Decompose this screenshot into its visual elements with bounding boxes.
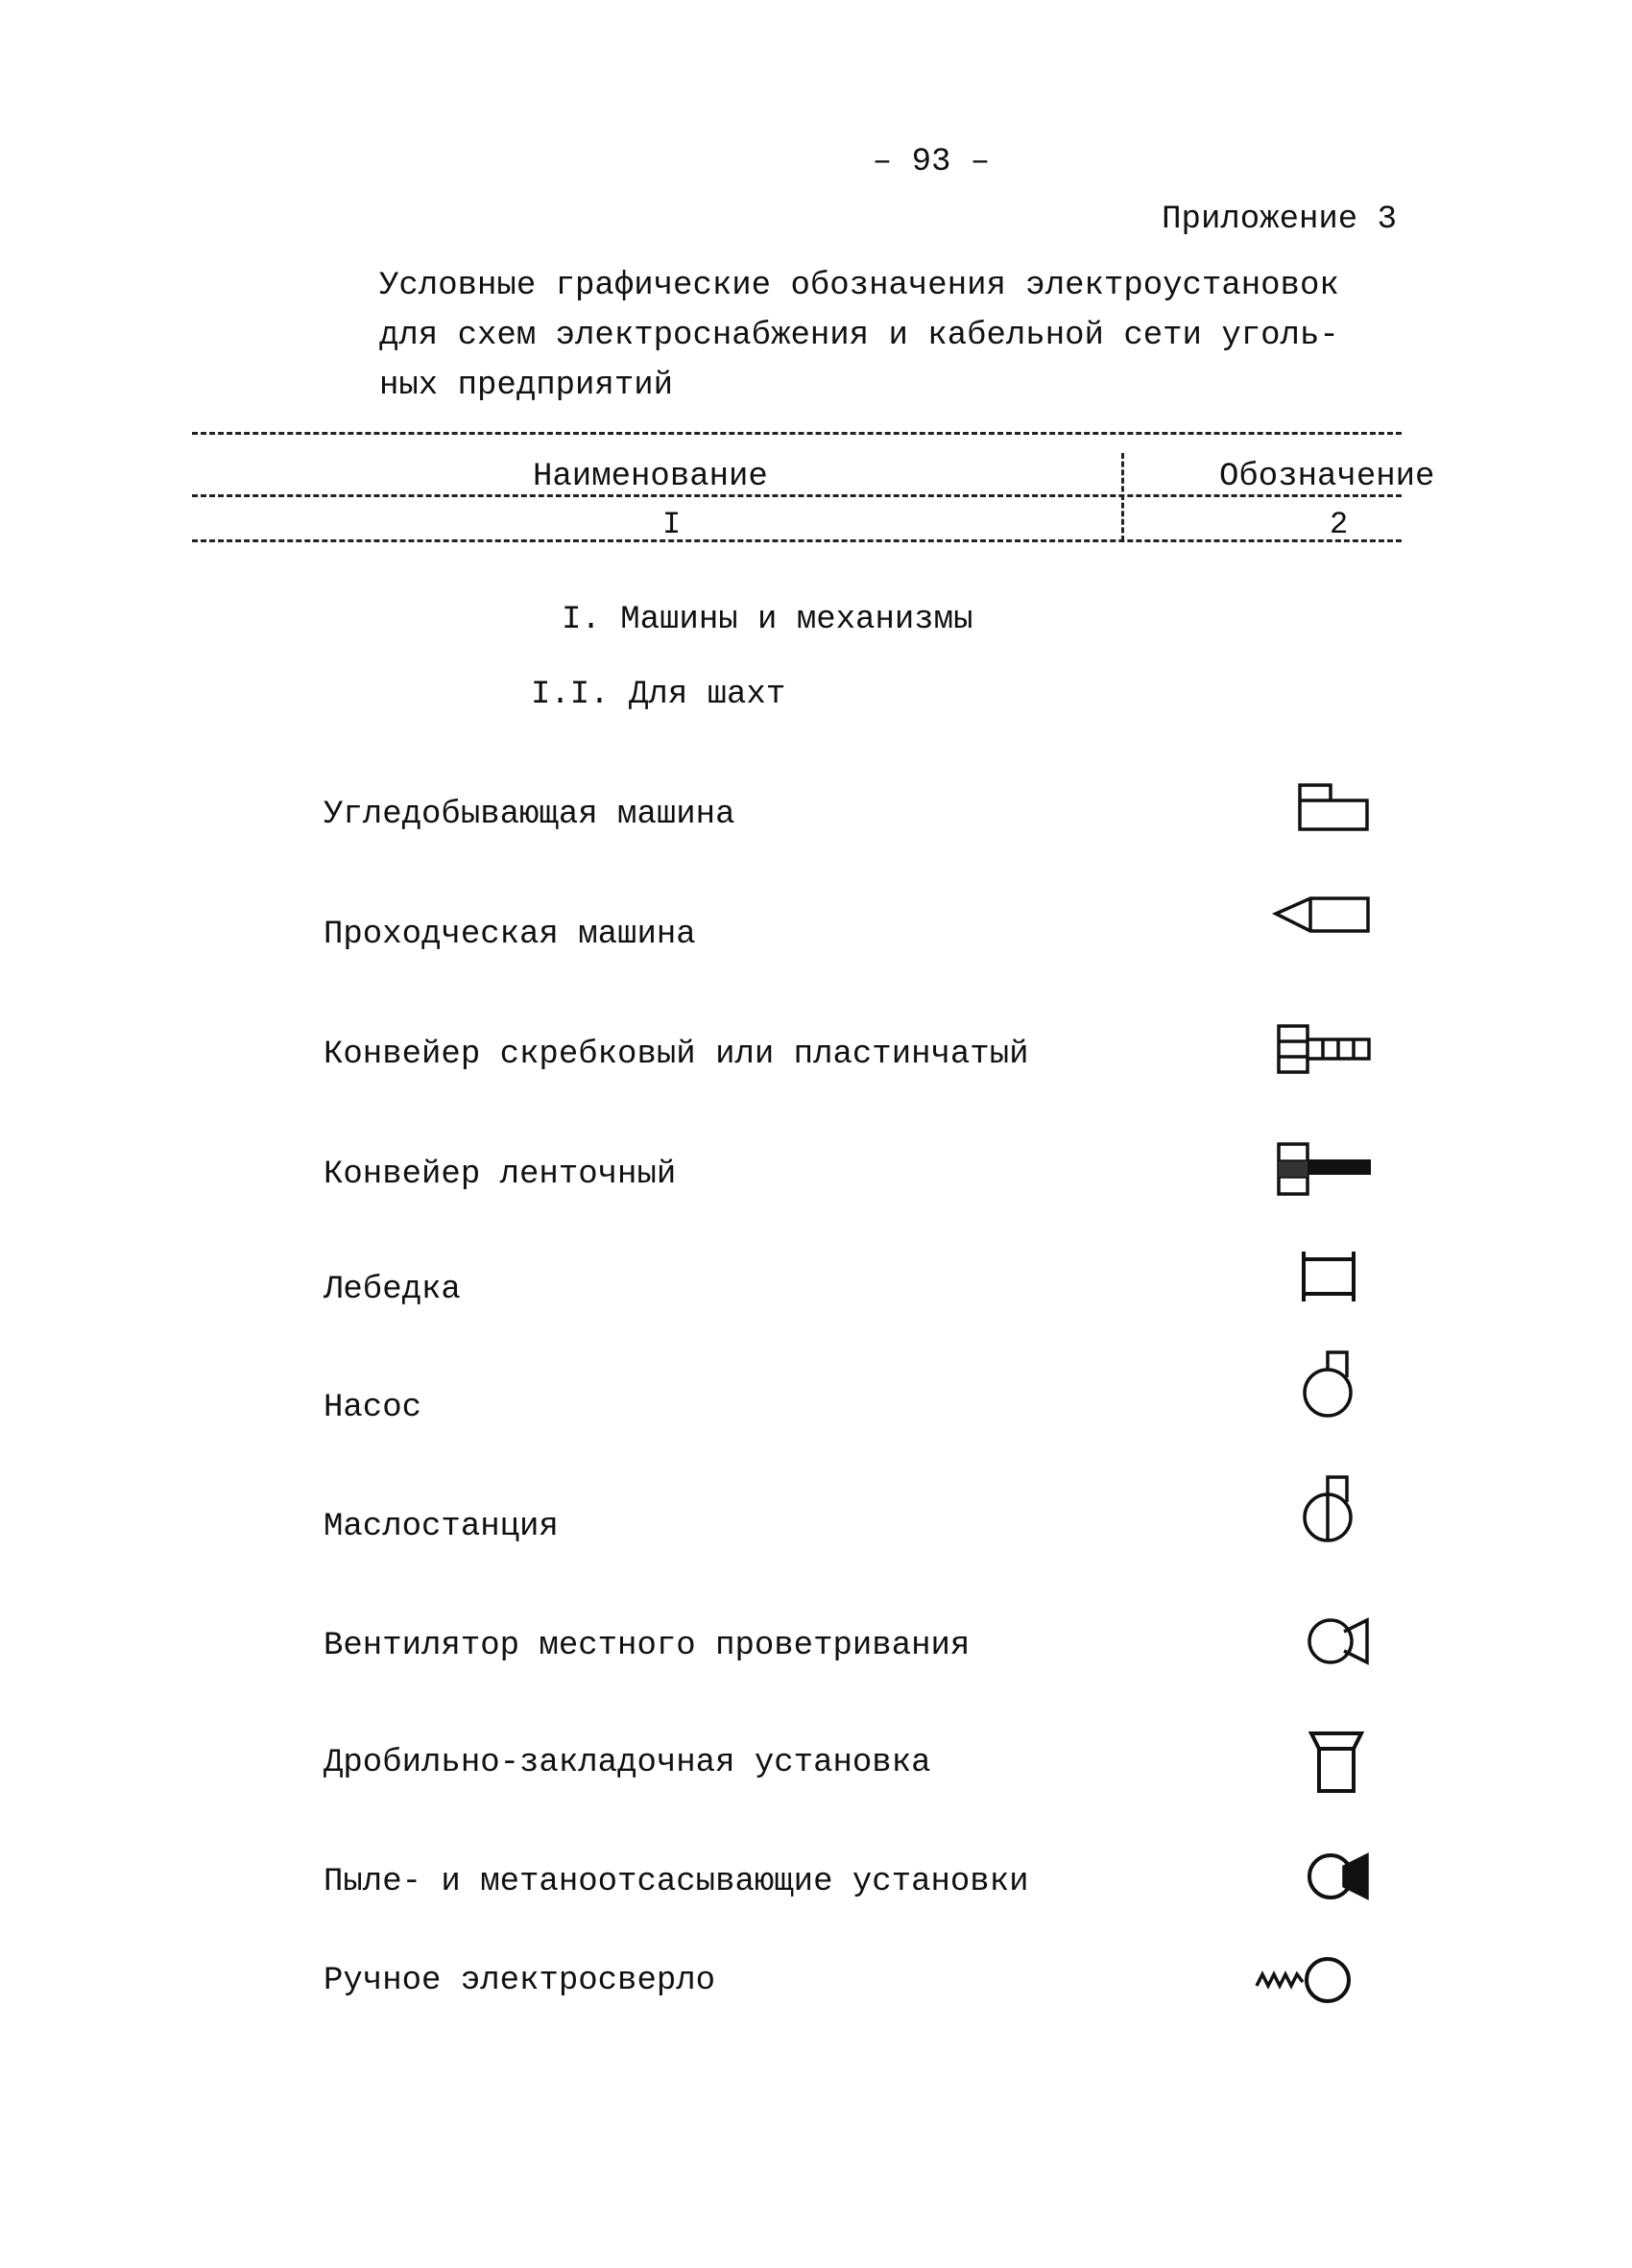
item-label: Угледобывающая машина [324, 797, 735, 833]
item-label: Лебедка [324, 1272, 461, 1308]
title-line: для схем электроснабжения и кабельной сети уголь- [379, 318, 1339, 354]
dust-methane-extraction-icon [1306, 1848, 1373, 1905]
item-label: Дробильно-закладочная установка [324, 1745, 931, 1781]
page-number: – 93 – [872, 144, 991, 180]
column-divider [1121, 453, 1124, 541]
document-title [379, 261, 1339, 411]
column-header-name: Наименование [533, 459, 768, 495]
appendix-label: Приложение 3 [1162, 202, 1397, 238]
tunneling-machine-icon [1272, 893, 1373, 936]
pump-icon [1301, 1349, 1363, 1420]
title-line: Условные графические обозначения электроустановок [379, 268, 1339, 304]
title-line: ных предприятий [379, 368, 674, 404]
column-number-1: I [662, 507, 682, 542]
item-label: Конвейер ленточный [324, 1157, 677, 1193]
table-rule-bottom [192, 539, 1402, 542]
column-header-symbol: Обозначение [1219, 459, 1435, 495]
item-label: Вентилятор местного проветривания [324, 1628, 971, 1664]
table-rule-top [192, 432, 1402, 435]
crushing-backfill-icon [1308, 1728, 1365, 1795]
item-label: Пыле- и метаноотсасывающие установки [324, 1864, 1029, 1900]
ventilation-fan-icon [1306, 1612, 1373, 1670]
column-number-2: 2 [1330, 507, 1349, 542]
item-label: Ручное электросверло [324, 1963, 716, 1999]
item-label: Конвейер скребковый или пластинчатый [324, 1037, 1029, 1073]
scraper-conveyor-icon [1275, 1022, 1376, 1075]
item-label: Насос [324, 1390, 422, 1426]
item-label: Маслостанция [324, 1509, 559, 1545]
section-title: I. Машины и механизмы [562, 602, 973, 638]
item-label: Проходческая машина [324, 917, 696, 953]
oil-station-icon [1301, 1473, 1363, 1545]
subsection-title: I.I. Для шахт [531, 677, 786, 713]
belt-conveyor-icon [1275, 1140, 1376, 1198]
hand-drill-icon [1253, 1953, 1358, 2006]
coal-mining-machine-icon [1296, 777, 1373, 835]
winch-icon [1298, 1248, 1360, 1305]
